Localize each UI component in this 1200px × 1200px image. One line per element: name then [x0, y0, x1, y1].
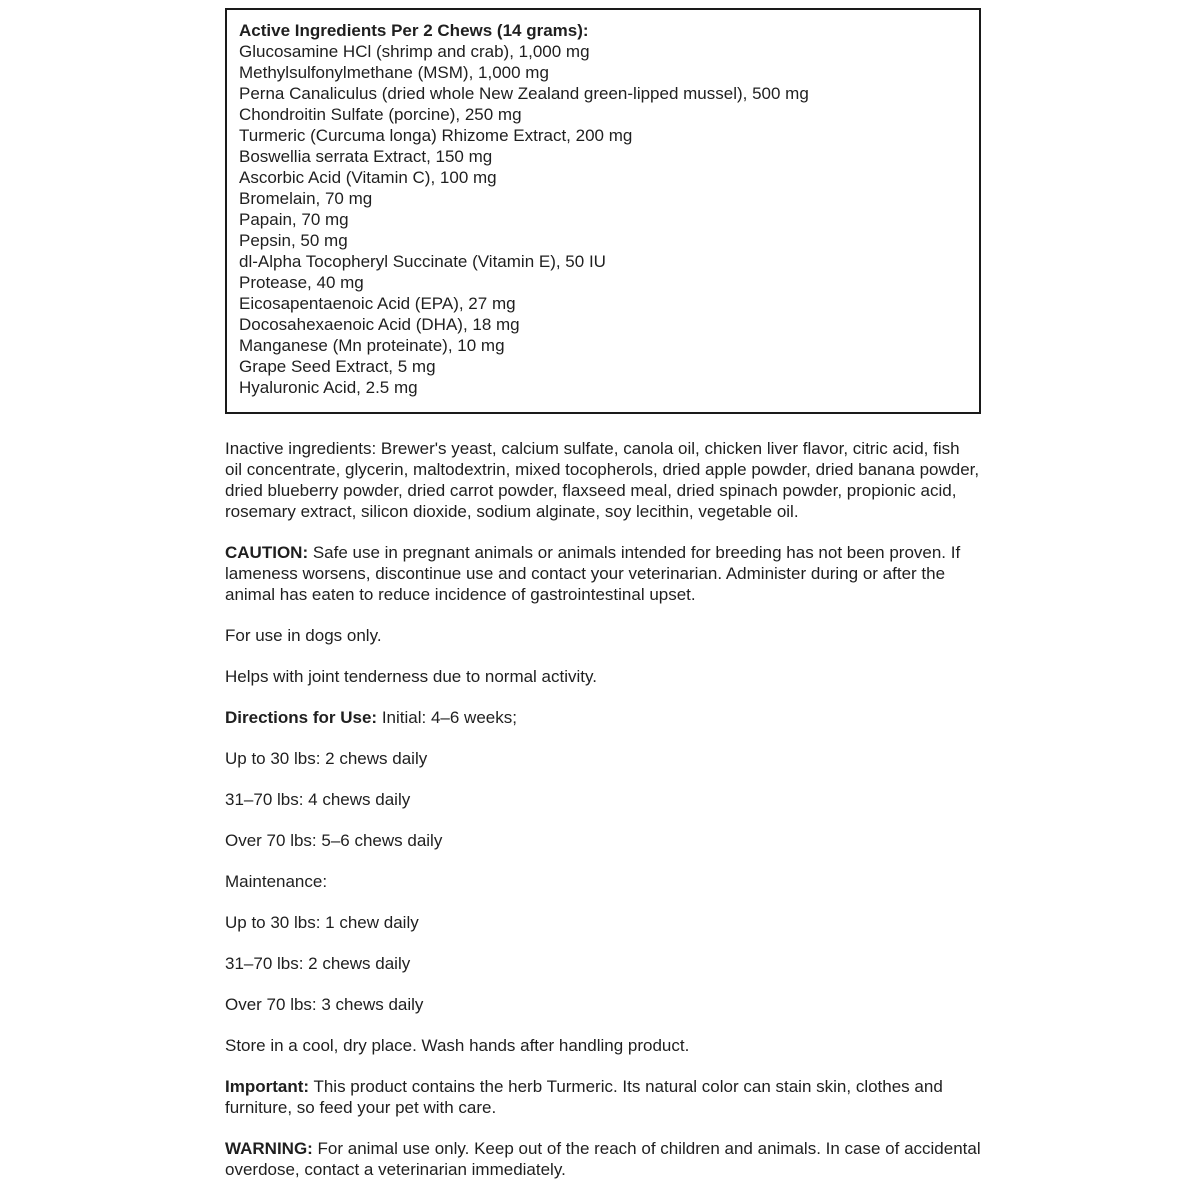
ingredient-line: Papain, 70 mg [239, 210, 349, 229]
active-ingredients-heading: Active Ingredients Per 2 Chews (14 grams): [239, 21, 589, 40]
ingredient-line: Docosahexaenoic Acid (DHA), 18 mg [239, 315, 520, 334]
ingredient-line: Bromelain, 70 mg [239, 189, 373, 208]
active-ingredients-list [239, 41, 967, 398]
ingredient-line: Manganese (Mn proteinate), 10 mg [239, 336, 505, 355]
label-paragraph: WARNING: For animal use only. Keep out of the reach of children and animals. In case of accidental overdose, contact a veterinarian immediately. [225, 1139, 981, 1179]
label-paragraph: Up to 30 lbs: 1 chew daily [225, 913, 419, 932]
paragraph-lead: Important: [225, 1077, 310, 1096]
label-paragraph: Store in a cool, dry place. Wash hands after handling product. [225, 1036, 690, 1055]
label-paragraph: 31–70 lbs: 4 chews daily [225, 790, 411, 809]
label-paragraph: Over 70 lbs: 5–6 chews daily [225, 831, 443, 850]
label-paragraph: 31–70 lbs: 2 chews daily [225, 954, 411, 973]
label-paragraph: For use in dogs only. [225, 626, 382, 645]
label-paragraph: Inactive ingredients: Brewer's yeast, calcium sulfate, canola oil, chicken liver flavor, citric acid, fish oil concentrate, glycerin, maltodextrin, mixed tocopherols, dried apple powder, dried banana powder, dried blueberry powder, dried carrot powder, flaxseed meal, dried spinach powder, propionic acid, rosemary extract, silicon dioxide, sodium alginate, soy lecithin, vegetable oil. [225, 439, 980, 521]
ingredient-line: Perna Canaliculus (dried whole New Zealand green-lipped mussel), 500 mg [239, 84, 809, 103]
label-paragraph: Important: This product contains the herb Turmeric. Its natural color can stain skin, clothes and furniture, so feed your pet with care. [225, 1077, 943, 1117]
label-paragraph: Directions for Use: Initial: 4–6 weeks; [225, 708, 517, 727]
label-content [225, 8, 981, 1180]
label-paragraph: Maintenance: [225, 872, 328, 891]
label-paragraph: CAUTION: Safe use in pregnant animals or animals intended for breeding has not been proven. If lameness worsens, discontinue use and contact your veterinarian. Administer during or after the animal has eaten to reduce incidence of gastrointestinal upset. [225, 543, 961, 604]
ingredient-line: Boswellia serrata Extract, 150 mg [239, 147, 493, 166]
label-paragraph: Over 70 lbs: 3 chews daily [225, 995, 424, 1014]
ingredient-line: Hyaluronic Acid, 2.5 mg [239, 378, 418, 397]
ingredient-line: Ascorbic Acid (Vitamin C), 100 mg [239, 168, 497, 187]
ingredient-line: dl-Alpha Tocopheryl Succinate (Vitamin E), 50 IU [239, 252, 606, 271]
ingredient-line: Grape Seed Extract, 5 mg [239, 357, 436, 376]
label-paragraphs [225, 438, 981, 1180]
ingredient-line: Protease, 40 mg [239, 273, 364, 292]
ingredient-line: Eicosapentaenoic Acid (EPA), 27 mg [239, 294, 516, 313]
active-ingredients-box [225, 8, 981, 414]
ingredient-line: Turmeric (Curcuma longa) Rhizome Extract, 200 mg [239, 126, 633, 145]
label-paragraph: Up to 30 lbs: 2 chews daily [225, 749, 428, 768]
ingredient-line: Pepsin, 50 mg [239, 231, 348, 250]
paragraph-lead: CAUTION: [225, 543, 309, 562]
ingredient-line: Chondroitin Sulfate (porcine), 250 mg [239, 105, 522, 124]
paragraph-lead: WARNING: [225, 1139, 313, 1158]
paragraph-lead: Directions for Use: [225, 708, 378, 727]
label-paragraph: Helps with joint tenderness due to normal activity. [225, 667, 597, 686]
ingredient-line: Glucosamine HCl (shrimp and crab), 1,000 mg [239, 42, 590, 61]
ingredient-line: Methylsulfonylmethane (MSM), 1,000 mg [239, 63, 549, 82]
